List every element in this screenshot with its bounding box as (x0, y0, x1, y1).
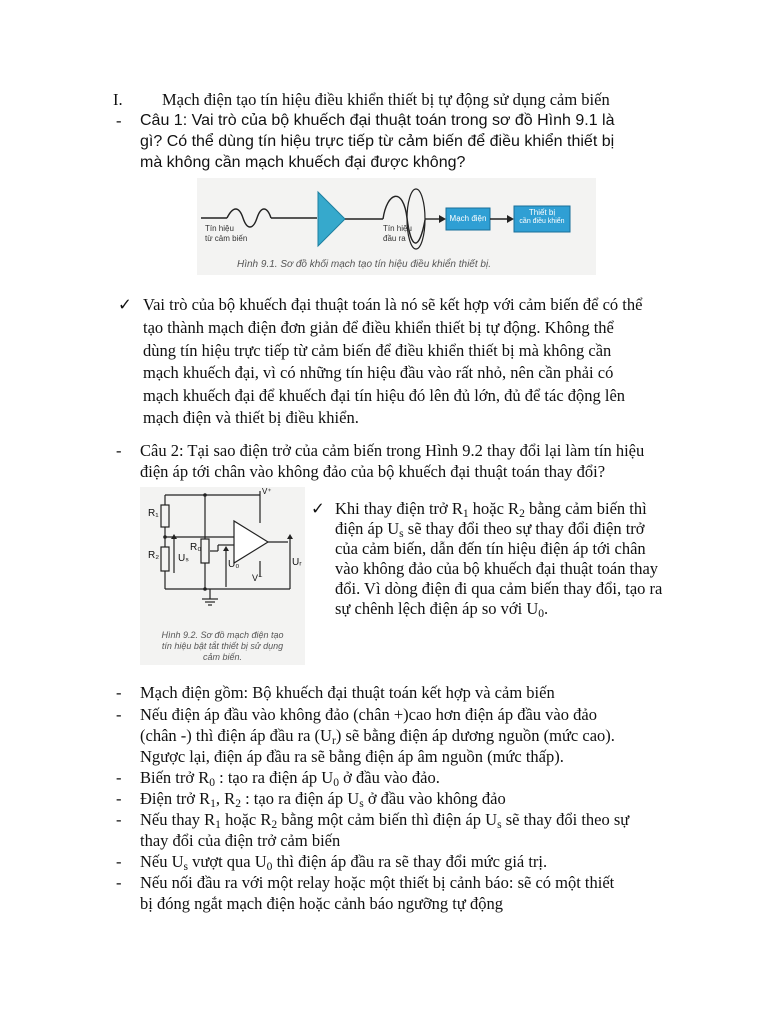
note-2-line-3: Ngược lại, điện áp đầu ra sẽ bằng điện áp âm nguồn (mức thấp). (140, 747, 564, 766)
label-r2: R₂ (148, 550, 160, 561)
r2-resistor (161, 547, 169, 571)
a2-check: ✓ (311, 499, 325, 518)
note-2-line-2: (chân -) thì điện áp đầu ra $(U_r)$ sẽ bằng điện áp dương nguồn (mức cao). (140, 726, 615, 747)
figure-9-2-caption-1: Hình 9.2. Sơ đồ mạch điện tạo (161, 630, 284, 640)
a1-line-4: mạch khuếch đại, vì có những tín hiệu đầu vào rất nhỏ, nên cần phải có (143, 363, 614, 382)
heading-numeral: I. (113, 90, 123, 109)
box-device-label-1: Thiết bị (528, 208, 556, 217)
output-label-2: đầu ra (383, 234, 406, 243)
box-circuit-label: Mạch điện (449, 214, 487, 223)
label-vminus: V⁻ (252, 573, 263, 583)
label-ur: Uᵣ (292, 557, 302, 568)
q1-line-2: gì? Có thể dùng tín hiệu trực tiếp từ cảm biến để điều khiển thiết bị (140, 133, 615, 150)
figure-9-2-caption-2: tín hiệu bật tắt thiết bị sử dụng (161, 641, 284, 651)
note-5-line-1: Nếu thay $R_1$ hoặc $R_2$ bằng một cảm biến thì điện áp $U_s$ sẽ thay đổi theo sự (140, 810, 630, 831)
box-device-label-2: cần điều khiển (519, 218, 565, 225)
a2-line-6: sự chênh lệch điện áp so với $U_0$. (335, 599, 549, 620)
note-5-bullet: - (116, 810, 122, 829)
label-r0: R₀ (190, 542, 202, 553)
note-3: Biến trở $R_0$ : tạo ra điện áp $U_0$ ở đầu vào đảo. (140, 768, 440, 789)
note-3-bullet: - (116, 768, 122, 787)
note-4-bullet: - (116, 789, 122, 808)
input-label-1: Tín hiệu (205, 224, 234, 233)
section-heading-text: Mạch điện tạo tín hiệu điều khiển thiết bị tự động sử dụng cảm biến (162, 90, 610, 109)
a1-line-1: Vai trò của bộ khuếch đại thuật toán là nó sẽ kết hợp với cảm biến để có thể (143, 295, 643, 314)
a2-line-4: vào không đảo của bộ khuếch đại thuật toán thay (335, 559, 659, 578)
note-2-bullet: - (116, 705, 122, 724)
label-r1: R₁ (148, 508, 159, 519)
q2-line-1: Câu 2: Tại sao điện trở của cảm biến trong Hình 9.2 thay đổi lại làm tín hiệu (140, 441, 645, 460)
a1-check: ✓ (118, 295, 132, 314)
note-5-line-2: thay đổi của điện trở cảm biến (140, 831, 341, 850)
r1-resistor (161, 505, 169, 527)
input-label-2: từ cảm biến (205, 234, 248, 243)
figure-9-2 (140, 487, 305, 665)
note-7-line-2: bị đóng ngắt mạch điện hoặc cảnh báo ngưỡng tự động (140, 894, 503, 913)
a1-line-5: mạch khuếch đại để khuếch đại tín hiệu đó lên đủ lớn, đủ để tác động lên (143, 386, 626, 405)
note-7-line-1: Nếu nối đầu ra với một relay hoặc một thiết bị cảnh báo: sẽ có một thiết (140, 873, 615, 892)
a1-line-3: dùng tín hiệu trực tiếp từ cảm biến để điều khiển thiết bị mà không cần (143, 341, 612, 360)
q2-line-2: điện áp tới chân vào không đảo của bộ khuếch đại thuật toán thay đổi? (140, 462, 606, 481)
label-vplus: V⁺ (262, 487, 272, 496)
note-7-bullet: - (116, 873, 122, 892)
label-u0: U₀ (228, 559, 240, 570)
label-us: Uₛ (178, 553, 189, 564)
r0-potentiometer (201, 539, 209, 563)
opamp-triangle-icon (318, 192, 345, 246)
a2-line-3: của cảm biến, dẫn đến tín hiệu điện áp tới chân (335, 539, 646, 558)
a2-line-1: Khi thay điện trở $R_1$ hoặc $R_2$ bằng cảm biến thì (335, 499, 647, 520)
figure-9-2-caption-3: cảm biến. (202, 652, 243, 662)
figure-9-1 (197, 178, 596, 275)
q1-line-3: mà không cần mạch khuếch đại được không? (140, 154, 466, 171)
a1-line-6: mạch điện và thiết bị điều khiển. (143, 408, 359, 427)
a2-line-2: điện áp $U_s$ sẽ thay đổi theo sự thay đổi điện trở (335, 519, 645, 540)
a2-line-5: đổi. Vì dòng điện đi qua cảm biến thay đổi, tạo ra (335, 579, 663, 598)
note-4: Điện trở $R_1$, $R_2$ : tạo ra điện áp $U_s$ ở đầu vào không đảo (140, 789, 506, 810)
note-6-bullet: - (116, 852, 122, 871)
note-1: Mạch điện gồm: Bộ khuếch đại thuật toán kết hợp và cảm biến (140, 683, 555, 702)
q1-line-1: Câu 1: Vai trò của bộ khuếch đại thuật toán trong sơ đồ Hình 9.1 là (140, 112, 615, 129)
a1-line-2: tạo thành mạch điện đơn giản để điều khiển thiết bị tự động. Không thể (143, 318, 614, 337)
note-1-bullet: - (116, 683, 122, 702)
output-label-1: Tín hiệu (383, 224, 412, 233)
note-2-line-1: Nếu điện áp đầu vào không đảo (chân +)cao hơn điện áp đầu vào đảo (140, 705, 597, 724)
opamp-icon (234, 521, 268, 563)
section-heading (113, 89, 123, 110)
figure-9-1-caption: Hình 9.1. Sơ đồ khối mạch tạo tín hiệu điều khiển thiết bị. (237, 259, 491, 270)
q1-bullet: - (116, 111, 122, 130)
note-6: Nếu $U_s$ vượt qua $U_0$ thì điện áp đầu ra sẽ thay đổi mức giá trị. (140, 852, 548, 873)
q2-bullet: - (116, 441, 122, 460)
